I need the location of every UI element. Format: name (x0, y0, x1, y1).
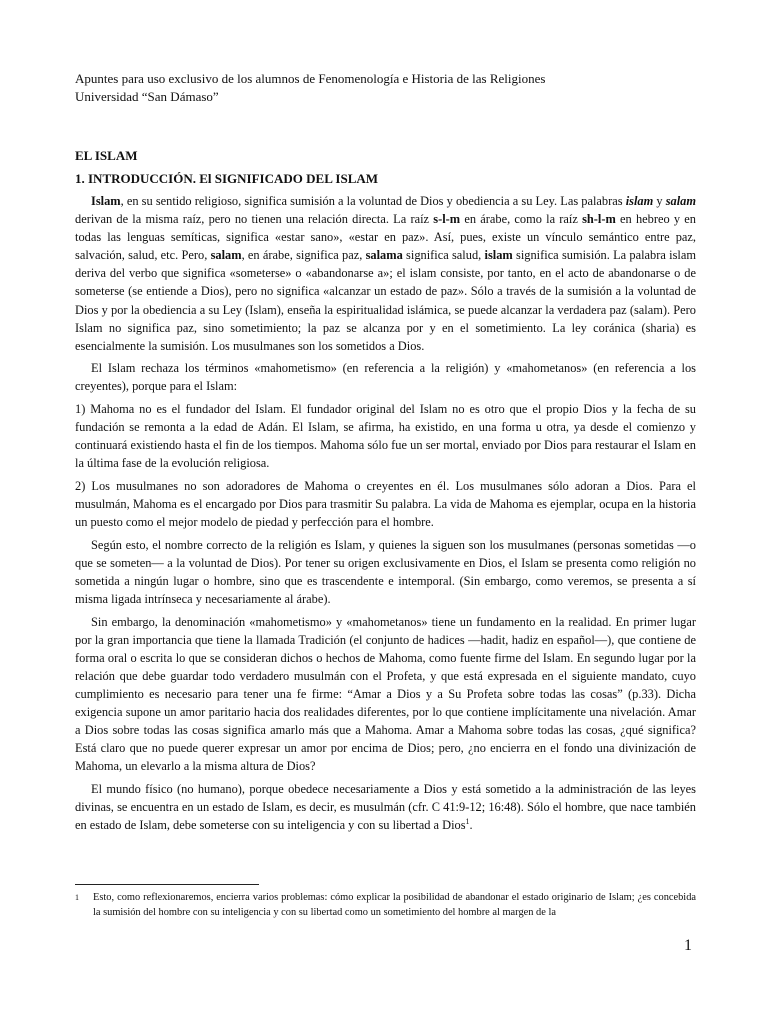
paragraph-7: El mundo físico (no humano), porque obedece necesariamente a Dios y está sometido a la administración de las leyes divinas, se encuentra en un estado de Islam, es decir, es musulmán (cfr. C 41:9-12; 16:48). Sólo el hombre, que nace también en estado de Islam, debe someterse con su inteligencia y con su libertad a Dios$^1$. (75, 781, 696, 833)
footnote-divider (75, 884, 259, 885)
paragraph-5: Según esto, el nombre correcto de la religión es Islam, y quienes la siguen son los musulmanes (personas sometidas —o que se someten— a la voluntad de Dios). Por tener su origen exclusivamente en Dios, el Islam se presenta como religión no sometida a ningún lugar o hombre, sino que es trascendente e intemporal. (Sin embargo, como veremos, se presenta a sí misma ligada intrínseca y necesariamente al árabe). (75, 537, 696, 606)
term-shlm: sh-l-m (582, 212, 616, 227)
paragraph-6: Sin embargo, la denominación «mahometismo» y «mahometanos» tiene un fundamento en la realidad. En primer lugar por la gran importancia que tiene la llamada Tradición (el conjunto de hadices —hadit, hadiz en español—), que contiene de forma oral o escrita lo que se consideran dichos o hechos de Mahoma, como fuente firme del Islam. En segundo lugar por la relación que debe guardar todo verdadero musulmán con el Profeta, y que está expresada en el siguiente mandato, cuyo cumplimiento es necesario para tener una fe firme: “Amar a Dios y a Su Profeta sobre todas las cosas” (p.33). Dicha exigencia supone un amor paritario hacia dos realidades diferentes, por lo que contiene implícitamente una nivelación. Amar a Dios sobre todas las cosas significa amarlo más que a Mahoma. Amar a Mahoma sobre todas las cosas, ¿qué significa? Está claro que no puede querer expresar un amor por encima de Dios; pero, ¿no encierra en el fondo una divinización de Mahoma, un elevarlo a la misma altura de Dios? (75, 614, 696, 774)
footnote (75, 890, 696, 920)
term-islam-2: islam (484, 248, 513, 263)
paragraph-3: 1) Mahoma no es el fundador del Islam. El fundador original del Islam no es otro que el propio Dios y la fecha de su fundación se remonta a la edad de Adán. El Islam, se afirma, ha existido, en una forma u otra, ya desde el comienzo y continuará existiendo hasta el fin de los tiempos. Mahoma sólo fue un ser mortal, enviado por Dios para restaurar el Islam en la última fase de la evolución religiosa. (75, 402, 696, 471)
term-islam-italic: islam (625, 194, 654, 208)
document-header (75, 70, 695, 106)
document-body (75, 192, 696, 839)
header-line-course: Apuntes para uso exclusivo de los alumnos de Fenomenología e Historia de las Religiones (75, 71, 546, 86)
footnote-text: Esto, como reflexionaremos, encierra varios problemas: cómo explicar la posibilidad de abandonar el estado originario de Islam; ¿es concebida la sumisión del hombre con su inteligencia y con su libertad como un sometimiento del hombre al margen de la (93, 892, 696, 919)
term-salam-italic: salam (665, 194, 696, 208)
footnote-reference[interactable]: 1 (465, 816, 470, 826)
page-number: 1 (684, 937, 692, 954)
paragraph-4: 2) Los musulmanes no son adoradores de Mahoma o creyentes en él. Los musulmanes sólo adoran a Dios. Para el musulmán, Mahoma es el encargado por Dios para trasmitir Su palabra. La vida de Mahoma es ejemplar, ocupa en la historia un puesto como el mejor modelo de piedad y perfección para el hombre. (75, 478, 696, 530)
section-title: EL ISLAM (75, 148, 138, 163)
header-line-university: Universidad “San Dámaso” (75, 89, 219, 104)
paragraph-1: Islam, en su sentido religioso, significa sumisión a la voluntad de Dios y obediencia a su Ley. Las palabras islam y salam derivan de la misma raíz, pero no tienen una relación directa. La raíz s-l-m en árabe, como la raíz sh-l-m en hebreo y en todas las lenguas semíticas, significa «estar sano», «estar en paz». Así, pues, existe un vínculo semántico entre paz, salvación, salud, etc. Pero, salam, en árabe, significa paz, salama significa salud, islam significa sumisión. La palabra islam deriva del verbo que significa «someterse» o «abandonarse a»; el islam consiste, por tanto, en el acto de abandonarse o de someterse (se entiende a Dios), pero no significa «alcanzar un estado de paz». Sólo a través de la sumisión a la voluntad de Dios y por la obediencia a su Ley (Islam), enseña la espiritualidad islámica, se puede alcanzar la verdadera paz (salam). Pero Islam no significa paz, sino sometimiento; la paz se alcanza por y en el sometimiento. La ley coránica (sharia) es esencialmente la sumisión. Los musulmanes son los sometidos a Dios. (75, 194, 696, 353)
term-islam: Islam (91, 194, 121, 208)
paragraph-2: El Islam rechaza los términos «mahometismo» (en referencia a la religión) y «mahometanos» (en referencia a los creyentes), porque para el Islam: (75, 361, 696, 394)
subsection-title: 1. INTRODUCCIÓN. El SIGNIFICADO DEL ISLAM (75, 171, 379, 186)
term-salama: salama (365, 248, 403, 263)
term-slm: s-l-m (433, 212, 461, 227)
footnote-number: 1 (75, 893, 79, 902)
term-salam: salam (210, 248, 242, 263)
